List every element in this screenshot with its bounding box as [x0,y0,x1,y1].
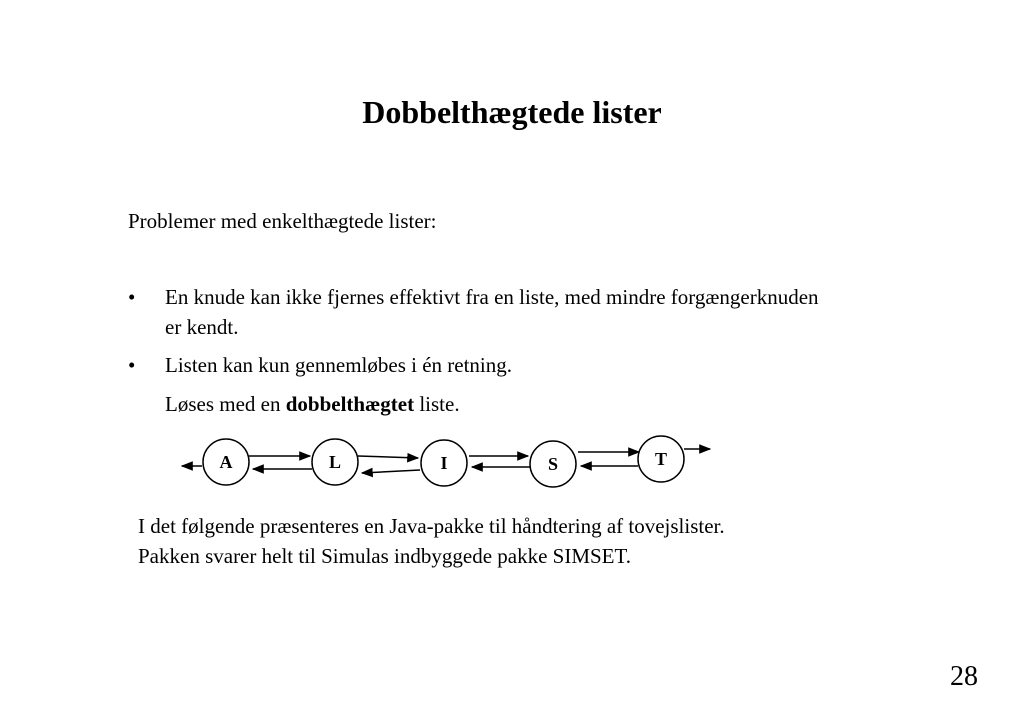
resolution-suffix: liste. [414,392,460,416]
bullet-marker: • [128,285,136,309]
closing-line: Pakken svarer helt til Simulas indbyggede pakke SIMSET. [138,544,632,568]
node-label: S [547,454,559,474]
prev-pointer-arrow [362,470,420,473]
closing-line: I det følgende præsenteres en Java-pakke til håndtering af tovejslister. [138,514,725,538]
node-label: I [440,453,448,473]
page-number: 28 [950,661,978,692]
list-node [421,440,467,486]
node-label: A [219,452,233,472]
slide-title: Dobbelthægtede lister [362,94,662,130]
next-pointer-arrow [358,456,418,458]
list-node [312,439,358,485]
list-node [203,439,249,485]
node-label: T [654,449,668,469]
bullet-text: Listen kan kun gennemløbes i én retning. [165,353,513,377]
list-node [638,436,684,482]
node-label: L [328,452,342,472]
intro-text: Problemer med enkelthægtede lister: [128,209,437,233]
closing-paragraph [138,511,725,571]
bullet-marker: • [128,353,136,377]
resolution-prefix: Løses med en [165,392,286,416]
bullet-text: En knude kan ikke fjernes effektivt fra en liste, med mindre forgængerknuden er kendt. [165,285,819,339]
resolution-bold-term: dobbelthægtet [285,392,415,416]
list-node [530,441,576,487]
